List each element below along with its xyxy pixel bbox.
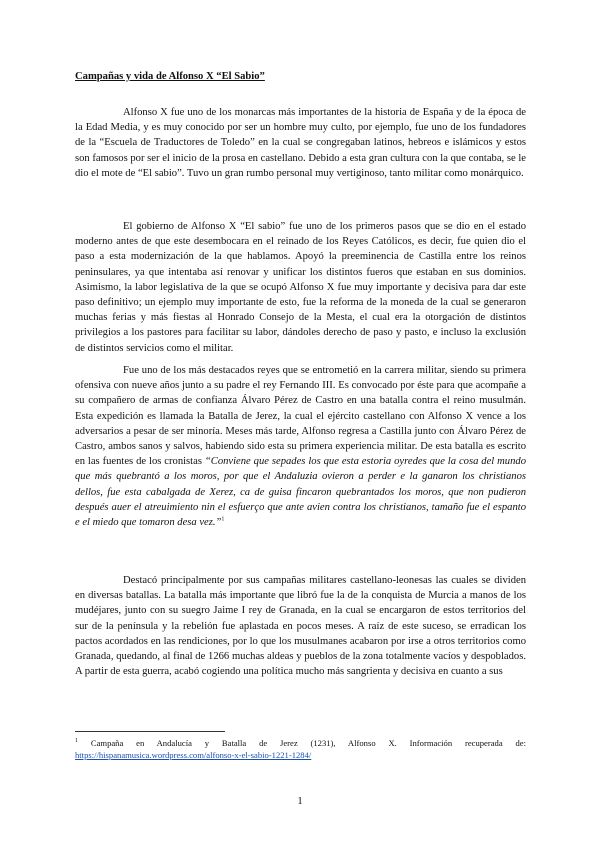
footnote-divider (75, 731, 225, 732)
footnote-link[interactable]: https://hispanamusica.wordpress.com/alfonso-x-el-sabio-1221-1284/ (75, 750, 312, 760)
chronicle-quote: “Conviene que sepades los que esta estoria oyredes que la cosa del mundo que más quebrantó a los moros, por que el Andaluzia ovieron a perder e la ganaron los christianos dellos, fue esta cabalgada de Xerez, ca de guisa fincaron quebrantados los moros, que non pudieron después auer el atreuimiento nin el esfuerço que ante avien contra los christianos, tamaño fue el espanto e el miedo que tomaron desa vez.” (75, 456, 526, 529)
paragraph-text: Alfonso X fue uno de los monarcas más importantes de la historia de España y de la época de la Edad Media, y es muy conocido por ser un hombre muy culto, por ejemplo, fue uno de los fundadores de la “Escuela de Traductores de Toledo” en la cual se congregaban latinos, hebreos e islámicos y estos son famosos por ser el inicio de la prosa en castellano. Debido a esta gran cultura con la que contaba, se le dio el mote de “El sabio”. Tuvo un gran rumbo personal muy vertiginoso, tanto militar como monárquico. (75, 107, 526, 179)
paragraph-2 (75, 219, 526, 356)
paragraph-3 (75, 363, 526, 530)
paragraph-text: El gobierno de Alfonso X “El sabio” fue uno de los primeros pasos que se dio en el estado moderno antes de que este desembocara en el reinado de los Reyes Católicos, es decir, fue quien dio el paso a esta modernización de la que hablamos. Apoyó la preeminencia de Castilla entre los reinos peninsulares, ya que intentaba así renovar y unificar los distintos fueros que estaban en sus dominios. Asimismo, la labor legislativa de la que se ocupó Alfonso X fue muy importante y decisiva para dar este paso definitivo; un ejemplo muy importante de esto, fue la reforma de la moneda de la cual se generaron muchas ferias y más fiestas al Honrado Consejo de la Mesta, el cual era la otorgación de distintos privilegios a los pastores para facilitar su labor, dándoles derecho de paso y pasto, e incluso la exclusión de distintos servicios como el militar. (75, 221, 526, 354)
paragraph-text (75, 363, 526, 530)
footnote-ref[interactable]: 1 (221, 516, 225, 523)
paragraph-1 (75, 105, 526, 181)
paragraph-4 (75, 573, 526, 679)
document-title: Campañas y vida de Alfonso X “El Sabio” (75, 71, 265, 82)
paragraph-3-text: Fue uno de los más destacados reyes que se entrometió en la carrera militar, siendo su primera ofensiva con nueve años junto a su padre el rey Fernando III. Es convocado por éste para que acompañe a su compañero de armas de confianza Álvaro Pérez de Castro en una batalla contra el reino musulmán. Esta expedición es llamada la Batalla de Jerez, la cual el ejército castellano con Alfonso X vence a los adversarios a pesar de ser minoría. Meses más tarde, Alfonso regresa a Castilla junto con Álvaro Pérez de Castro, ambos sanos y salvos, habiendo sido esta su primera experiencia militar. De esta batalla es escrito en las fuentes de los cronistas (75, 365, 526, 468)
page-number: 1 (297, 796, 303, 807)
footnote (75, 737, 526, 761)
footnote-marker: 1 (75, 738, 78, 745)
footnote-text: Campaña en Andalucía y Batalla de Jerez (1231), Alfonso X. Información recuperada de: (78, 738, 526, 748)
paragraph-text: Destacó principalmente por sus campañas militares castellano-leonesas las cuales se dividen en diversas batallas. La batalla más importante que libró fue la de la conquista de Murcia a manos de los mudéjares, junto con su suegro Jaime I rey de Granada, en la cual se encargaron de estos territorios del sur de la península y la rebelión fue aplastada en pocos meses. A raíz de este suceso, se erradican los pactos acordados en las rendiciones, por lo que los musulmanes acabaron por irse a otros territorios como Granada, quedando, al final de 1266 muchas aldeas y pueblos de la zona totalmente vacíos y despoblados. A partir de esta guerra, acabó cogiendo una política mucho más sangrienta y decisiva en cuanto a sus (75, 575, 526, 678)
